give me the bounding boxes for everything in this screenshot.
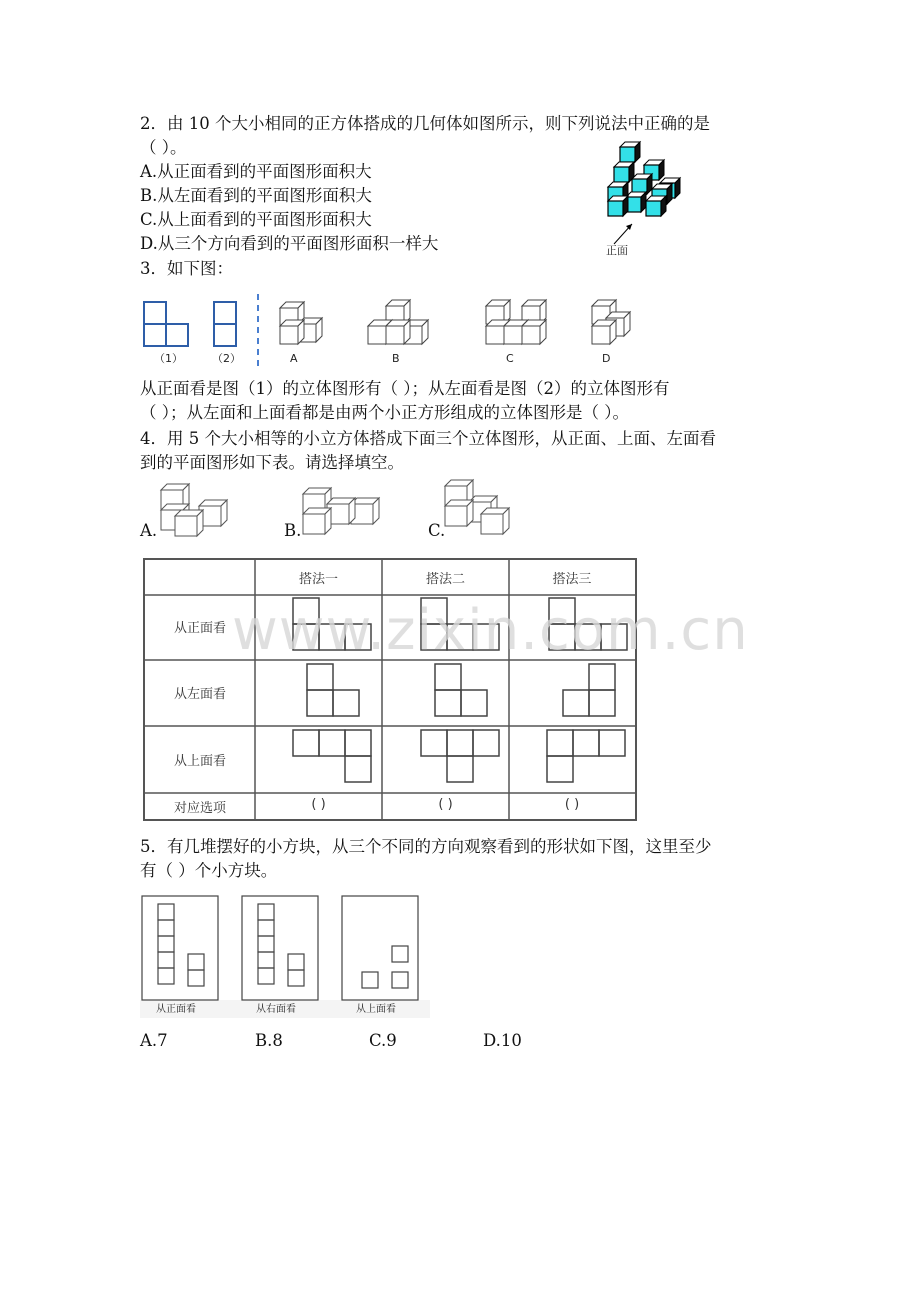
q5-front-panel (142, 896, 218, 1000)
q2-option-c: C.从上面看到的平面图形面积大 (140, 210, 372, 229)
q5-line2: 有（ ）个小方块。 (140, 861, 278, 880)
q4-option-b-label: B. (284, 521, 302, 540)
q3-question-line1: 从正面看是图（1）的立体图形有（ ）；从左面看是图（2）的立体图形有 (140, 379, 670, 398)
q5-top-label: 从上面看 (356, 1004, 396, 1015)
q3-caption-b: B (392, 352, 400, 365)
q4-option-c-label: C. (428, 521, 446, 540)
q4-solids (155, 478, 525, 538)
q5-front-label: 从正面看 (156, 1004, 196, 1015)
q4-option-a-label: A. (140, 521, 158, 540)
q3-figures (140, 290, 650, 370)
q4-solid-c (445, 480, 509, 534)
table-header-method3: 搭法三 (552, 572, 592, 587)
method1-answer-blank[interactable]: ( ) (311, 797, 326, 812)
q5-right-panel (242, 896, 318, 1000)
q5-answer-b[interactable]: B.8 (255, 1031, 283, 1050)
q5-answer-a[interactable]: A.7 (140, 1031, 168, 1050)
q3-caption-c: C (506, 352, 514, 365)
q5-answer-c[interactable]: C.9 (369, 1031, 397, 1050)
q2-option-d: D.从三个方向看到的平面图形面积一样大 (140, 234, 439, 253)
q3-solid-b (368, 300, 428, 344)
q4-solid-b (303, 488, 379, 534)
method1-top-view (293, 730, 371, 782)
q4-line2: 到的平面图形如下表。请选择填空。 (140, 453, 404, 472)
method3-answer-blank[interactable]: ( ) (564, 797, 580, 812)
table-header-method2: 搭法二 (425, 572, 465, 587)
q3-title: 3．如下图： (140, 259, 233, 278)
table-header-method1: 搭法一 (298, 572, 338, 587)
q5-top-panel (342, 896, 418, 1000)
watermark: www.zixin.com.cn (232, 598, 749, 663)
q3-caption-a: A (290, 352, 298, 365)
q4-solid-a (161, 484, 227, 536)
q3-caption-2: （2） (212, 352, 241, 365)
method1-left-view (307, 664, 359, 716)
q3-question-line2: （ ）；从左面和上面看都是由两个小正方形组成的立体图形是（ ）。 (140, 403, 629, 422)
q5-views (140, 892, 430, 1018)
table-row-front-label: 从正面看 (173, 621, 226, 636)
q3-view-2 (214, 302, 236, 346)
table-row-option-label: 对应选项 (173, 801, 226, 816)
q3-solid-d (592, 300, 630, 344)
q5-answer-d[interactable]: D.10 (483, 1031, 522, 1050)
q2-option-b: B.从左面看到的平面图形面积大 (140, 186, 372, 205)
q2-line2: （ ）。 (140, 138, 187, 157)
q2-front-label: 正面 (606, 244, 628, 257)
q5-right-label: 从右面看 (256, 1004, 296, 1015)
table-row-left-label: 从左面看 (173, 687, 226, 702)
table-row-top-label: 从上面看 (173, 754, 226, 769)
q3-solid-c (486, 300, 546, 344)
q3-solid-a (280, 302, 322, 344)
method2-left-view (435, 664, 487, 716)
q5-line1: 5．有几堆摆好的小方块，从三个不同的方向观察看到的形状如下图，这里至少 (140, 837, 712, 856)
q3-caption-1: （1） (154, 352, 183, 365)
q3-view-1 (144, 302, 188, 346)
method3-top-view (547, 730, 625, 782)
method3-left-view (563, 664, 615, 716)
q4-line1: 4．用 5 个大小相等的小立方体搭成下面三个立体图形，从正面、上面、左面看 (140, 429, 716, 448)
method2-top-view (421, 730, 499, 782)
q3-caption-d: D (602, 352, 611, 365)
method2-answer-blank[interactable]: ( ) (438, 797, 453, 812)
q2-line1: 2．由 10 个大小相同的正方体搭成的几何体如图所示，则下列说法中正确的是 (140, 114, 710, 133)
q2-cube-stack-figure (600, 140, 690, 260)
q2-option-a: A.从正面看到的平面图形面积大 (140, 162, 372, 181)
